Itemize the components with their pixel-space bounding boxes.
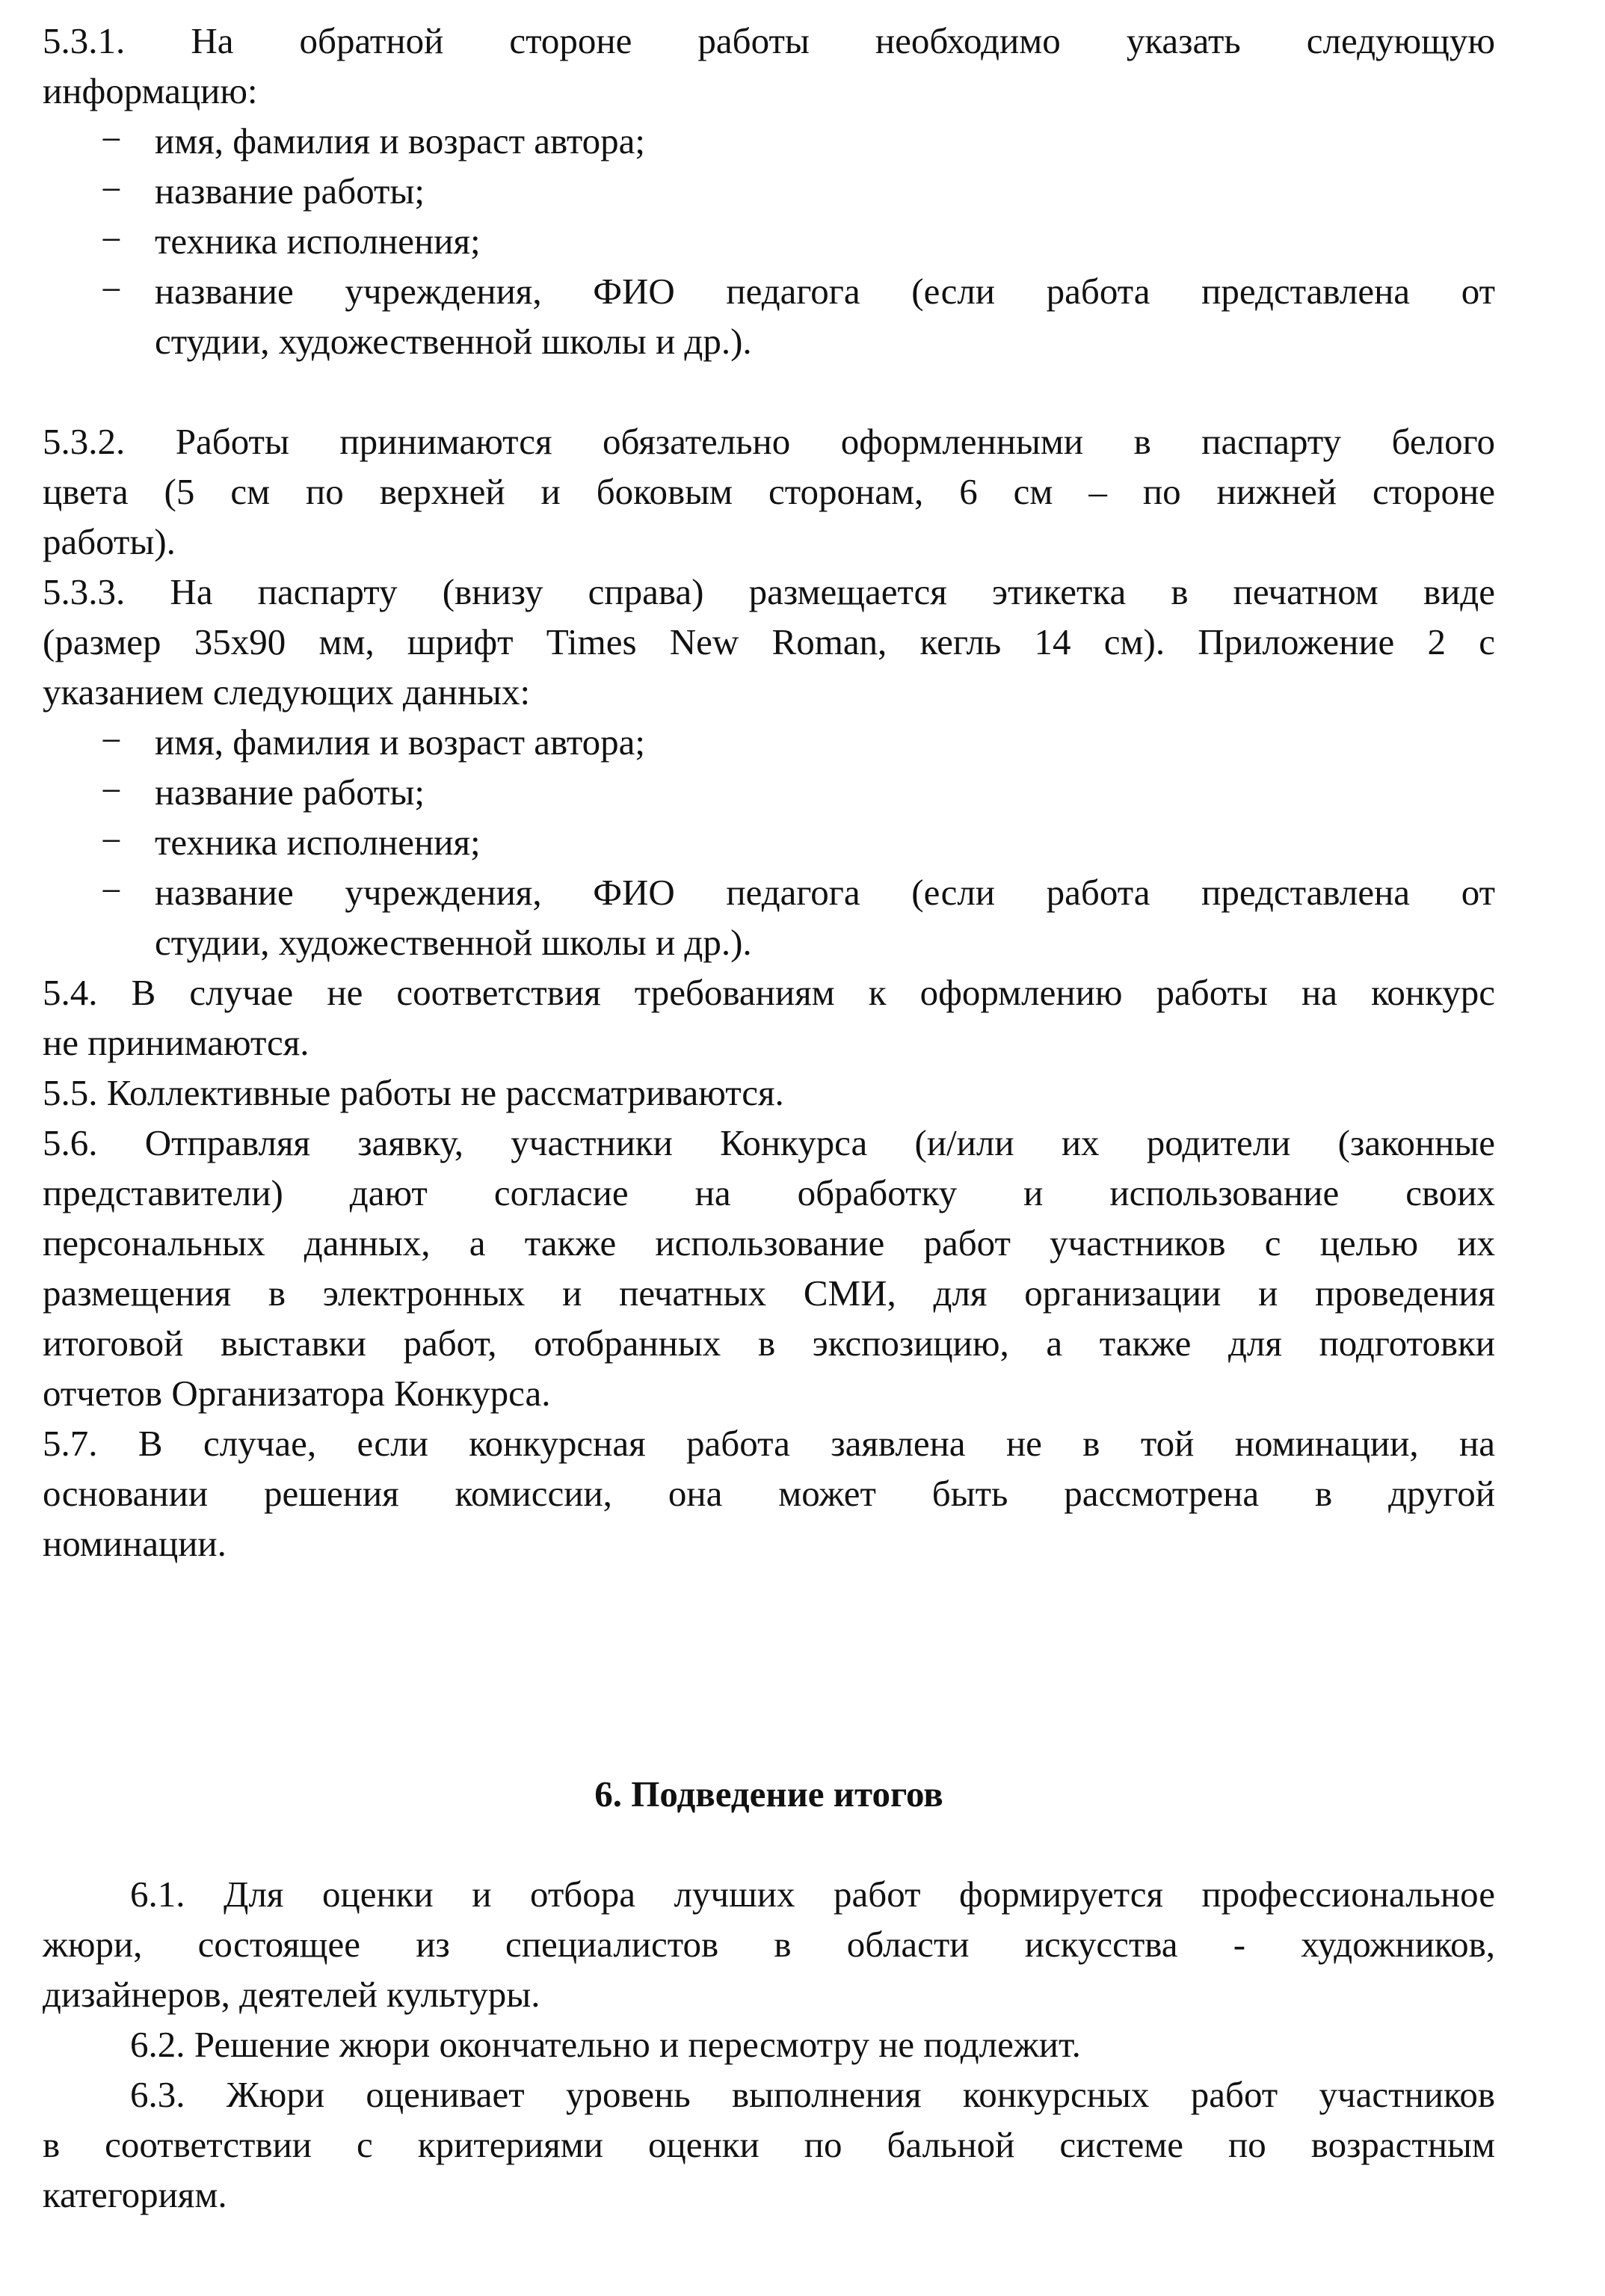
- list-item-text: название работы;: [155, 772, 425, 813]
- list-dash-glyph: −: [101, 119, 122, 160]
- paragraph-line: отчетов Организатора Конкурса.: [43, 1373, 551, 1414]
- paragraph-line: 5.4. В случае не соответствия требованиям к оформлению работы на конкурс: [43, 972, 1495, 1013]
- blank-line: [43, 1819, 1495, 1869]
- list-dash-glyph: −: [101, 169, 122, 210]
- paragraph-line: указанием следующих данных:: [43, 671, 531, 713]
- list-dash-glyph: −: [101, 269, 122, 310]
- paragraph-line: дизайнеров, деятелей культуры.: [43, 1974, 540, 2015]
- list-item: [43, 867, 1495, 917]
- paragraph-line: основании решения комиссии, она может быть рассмотрена в другой: [43, 1473, 1495, 1514]
- list-item: [43, 817, 1495, 867]
- list-item-text: имя, фамилия и возраст автора;: [155, 120, 646, 161]
- paragraph-line: 5.3.3. На паспарту (внизу справа) размещается этикетка в печатном виде: [43, 571, 1495, 612]
- list-item: [43, 717, 1495, 767]
- paragraph-line: в соответствии с критериями оценки по бальной системе по возрастным: [43, 2124, 1495, 2165]
- paragraph-5-3-3: [43, 567, 1495, 967]
- paragraph-5-3-1: [43, 16, 1495, 366]
- list-item: [43, 216, 1495, 266]
- paragraph-line: информацию:: [43, 70, 258, 111]
- paragraph-5-3-2: [43, 416, 1495, 567]
- paragraph-line: персональных данных, а также использование работ участников с целью их: [43, 1222, 1495, 1264]
- list-item-text: название учреждения, ФИО педагога (если работа представлена от: [155, 872, 1495, 913]
- list-item-text: имя, фамилия и возраст автора;: [155, 721, 646, 763]
- paragraph-line: представители) дают согласие на обработку и использование своих: [43, 1172, 1495, 1213]
- paragraph-line: 6.1. Для оценки и отбора лучших работ формируется профессиональное: [130, 1874, 1495, 1915]
- paragraph-5-5: 5.5. Коллективные работы не рассматриваются.: [43, 1072, 784, 1113]
- paragraph-line: 5.7. В случае, если конкурсная работа заявлена не в той номинации, на: [43, 1423, 1495, 1464]
- paragraph-5-4: [43, 967, 1495, 1068]
- blank-line: [43, 366, 1495, 416]
- section-heading: 6. Подведение итогов: [594, 1773, 943, 1815]
- list-dash-glyph: −: [101, 720, 122, 761]
- list-item-continuation: студии, художественной школы и др.).: [155, 321, 752, 362]
- paragraph-line: (размер 35х90 мм, шрифт Times New Roman, кегль 14 см). Приложение 2 с: [43, 621, 1495, 662]
- list-item-text: название работы;: [155, 170, 425, 212]
- list-item-text: название учреждения, ФИО педагога (если работа представлена от: [155, 271, 1495, 312]
- list-item: [43, 767, 1495, 817]
- list-item-text: техника исполнения;: [155, 221, 481, 262]
- paragraph-line: 5.6. Отправляя заявку, участники Конкурса (и/или их родители (законные: [43, 1122, 1495, 1163]
- list-item-continuation: студии, художественной школы и др.).: [155, 922, 752, 963]
- paragraph-5-7: [43, 1418, 1495, 1569]
- blank-space: [43, 1569, 1495, 1769]
- paragraph-line: итоговой выставки работ, отобранных в экспозицию, а также для подготовки: [43, 1323, 1495, 1364]
- list-item: [43, 166, 1495, 216]
- paragraph-6-3: [43, 2069, 1495, 2220]
- paragraph-line: не принимаются.: [43, 1022, 309, 1063]
- paragraph-line: жюри, состоящее из специалистов в области искусства - художников,: [43, 1924, 1495, 1965]
- paragraph-5-6: [43, 1118, 1495, 1418]
- list-item: [43, 116, 1495, 166]
- paragraph-line: работы).: [43, 521, 176, 562]
- list-item: [43, 266, 1495, 316]
- list-dash-glyph: −: [101, 870, 122, 911]
- paragraph-line: 5.3.1. На обратной стороне работы необходимо указать следующую: [43, 20, 1495, 61]
- list-item-text: техника исполнения;: [155, 822, 481, 863]
- paragraph-line: номинации.: [43, 1523, 227, 1564]
- paragraph-6-2: 6.2. Решение жюри окончательно и пересмотру не подлежит.: [130, 2024, 1081, 2065]
- paragraph-line: размещения в электронных и печатных СМИ, для организации и проведения: [43, 1272, 1495, 1314]
- paragraph-line: 6.3. Жюри оценивает уровень выполнения конкурсных работ участников: [130, 2074, 1495, 2115]
- document-body: [43, 16, 1495, 2220]
- paragraph-line: категориям.: [43, 2174, 227, 2215]
- list-dash-glyph: −: [101, 770, 122, 811]
- list-dash-glyph: −: [101, 219, 122, 260]
- paragraph-line: цвета (5 см по верхней и боковым сторонам, 6 см – по нижней стороне: [43, 471, 1495, 512]
- paragraph-6-1: [43, 1869, 1495, 2019]
- paragraph-line: 5.3.2. Работы принимаются обязательно оформленными в паспарту белого: [43, 421, 1495, 462]
- list-dash-glyph: −: [101, 820, 122, 861]
